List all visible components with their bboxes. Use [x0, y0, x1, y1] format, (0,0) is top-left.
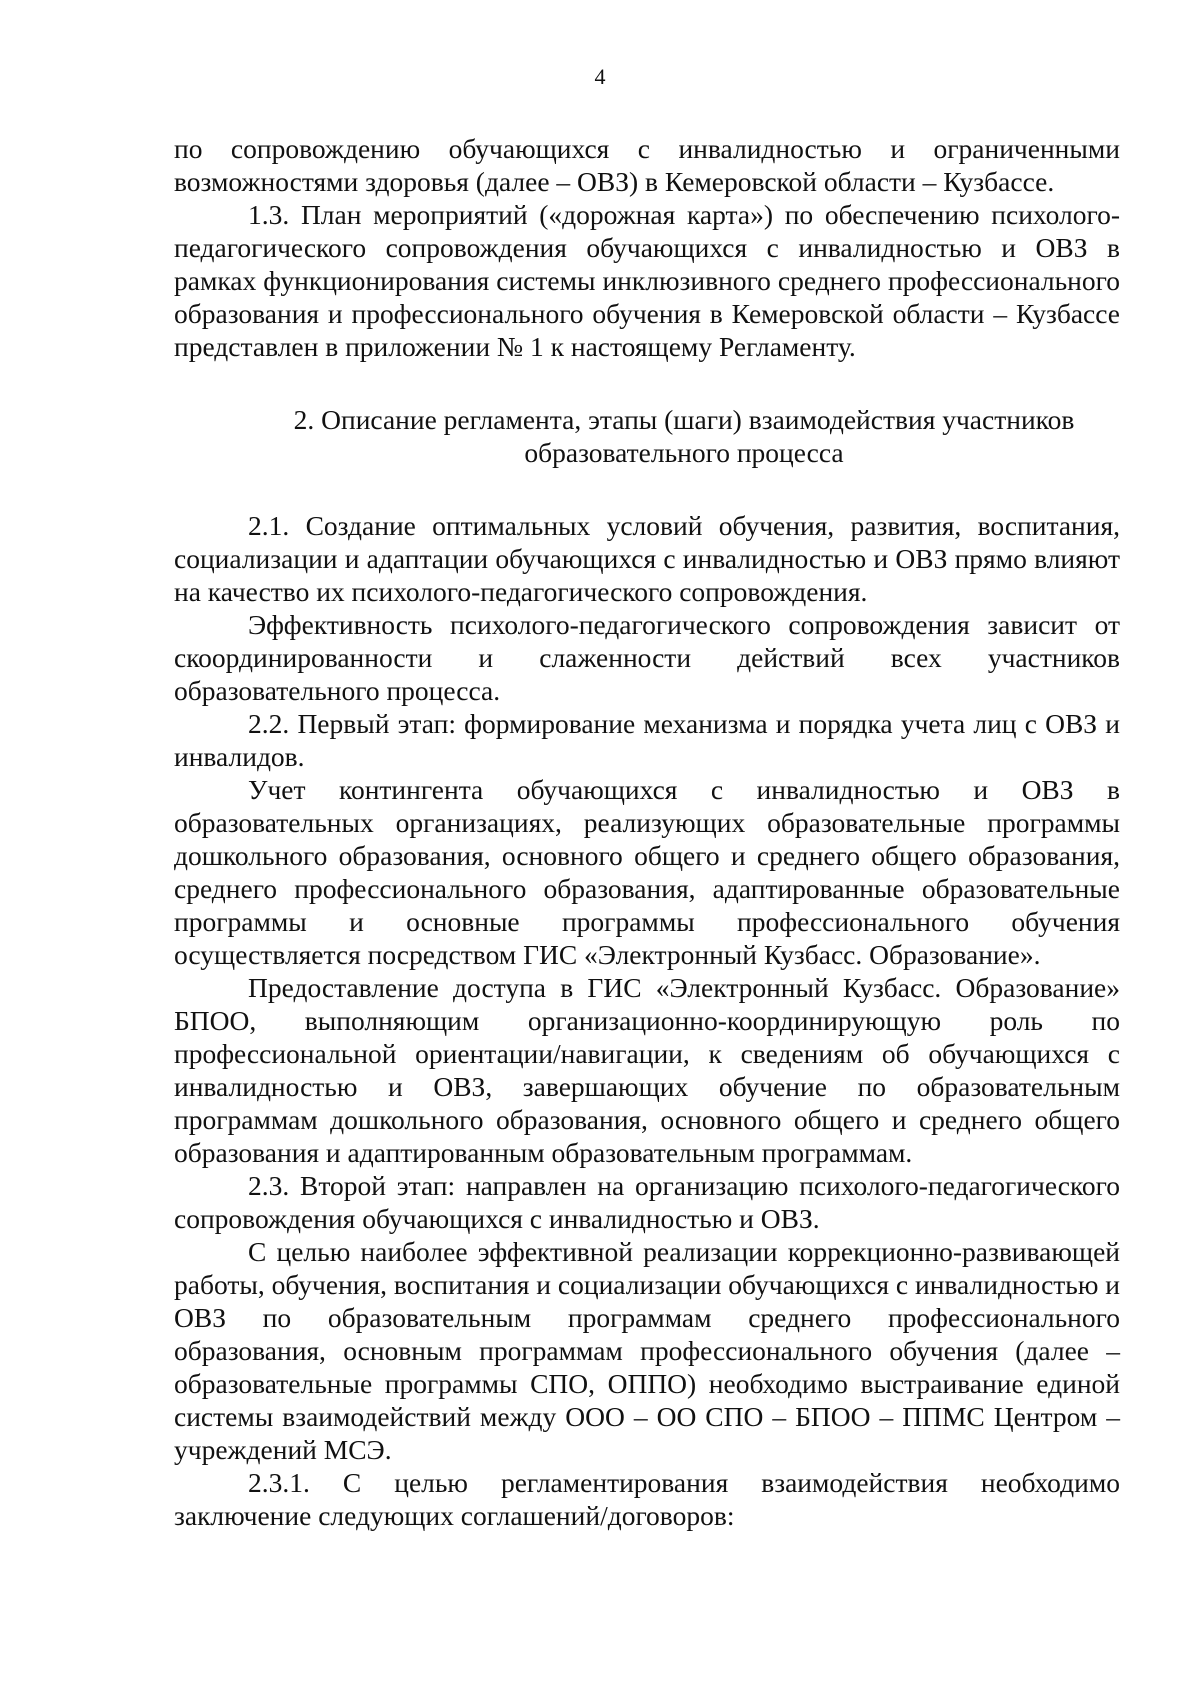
page-number: 4 — [594, 64, 606, 89]
paragraph-gis-access: Предоставление доступа в ГИС «Электронный Кузбасс. Образование» БПОО, выполняющим организационно-координирующую роль по профессиональной ориентации/навигации, к сведениям об обучающихся с инвалидностью и ОВЗ, завершающих обучение по образовательным программам дошкольного образования, основного общего и среднего общего образования и адаптированным образовательным программам. — [174, 972, 1120, 1168]
paragraph-1-3: 1.3. План мероприятий («дорожная карта») по обеспечению психолого-педагогического сопровождения обучающихся с инвалидностью и ОВЗ в рамках функционирования системы инклюзивного среднего профессионального образования и профессионального обучения в Кемеровской области – Кузбассе представлен в приложении № 1 к настоящему Регламенту. — [174, 199, 1120, 362]
paragraph-interaction-system: С целью наиболее эффективной реализации коррекционно-развивающей работы, обучения, воспитания и социализации обучающихся с инвалидностью и ОВЗ по образовательным программам среднего профессионального образования, основным программам профессионального обучения (далее – образовательные программы СПО, ОППО) необходимо выстраивание единой системы взаимодействий между ООО – ОО СПО – БПОО – ППМС Центром – учреждений МСЭ. — [174, 1236, 1120, 1465]
paragraph-2-3-1: 2.3.1. С целью регламентирования взаимодействия необходимо заключение следующих соглашений/договоров: — [174, 1467, 1120, 1531]
paragraph-2-1: 2.1. Создание оптимальных условий обучения, развития, воспитания, социализации и адаптации обучающихся с инвалидностью и ОВЗ прямо влияют на качество их психолого-педагогического сопровождения. — [174, 510, 1120, 607]
paragraph-contingent-accounting: Учет контингента обучающихся с инвалидностью и ОВЗ в образовательных организациях, реализующих образовательные программы дошкольного образования, основного общего и среднего общего образования, среднего профессионального образования, адаптированные образовательные программы и основные программы профессионального обучения осуществляется посредством ГИС «Электронный Кузбасс. Образование». — [174, 774, 1120, 970]
paragraph-2-3: 2.3. Второй этап: направлен на организацию психолого-педагогического сопровождения обучающихся с инвалидностью и ОВЗ. — [174, 1170, 1120, 1234]
section-heading-2: 2. Описание регламента, этапы (шаги) взаимодействия участников образовательного процесса — [293, 404, 1075, 468]
paragraph-2-2: 2.2. Первый этап: формирование механизма и порядка учета лиц с ОВЗ и инвалидов. — [174, 708, 1120, 772]
document-body — [174, 132, 1120, 1532]
paragraph-effectiveness: Эффективность психолого-педагогического сопровождения зависит от скоординированности и слаженности действий всех участников образовательного процесса. — [174, 609, 1120, 706]
paragraph-continuation: по сопровождению обучающихся с инвалидностью и ограниченными возможностями здоровья (далее – ОВЗ) в Кемеровской области – Кузбассе. — [174, 133, 1120, 197]
